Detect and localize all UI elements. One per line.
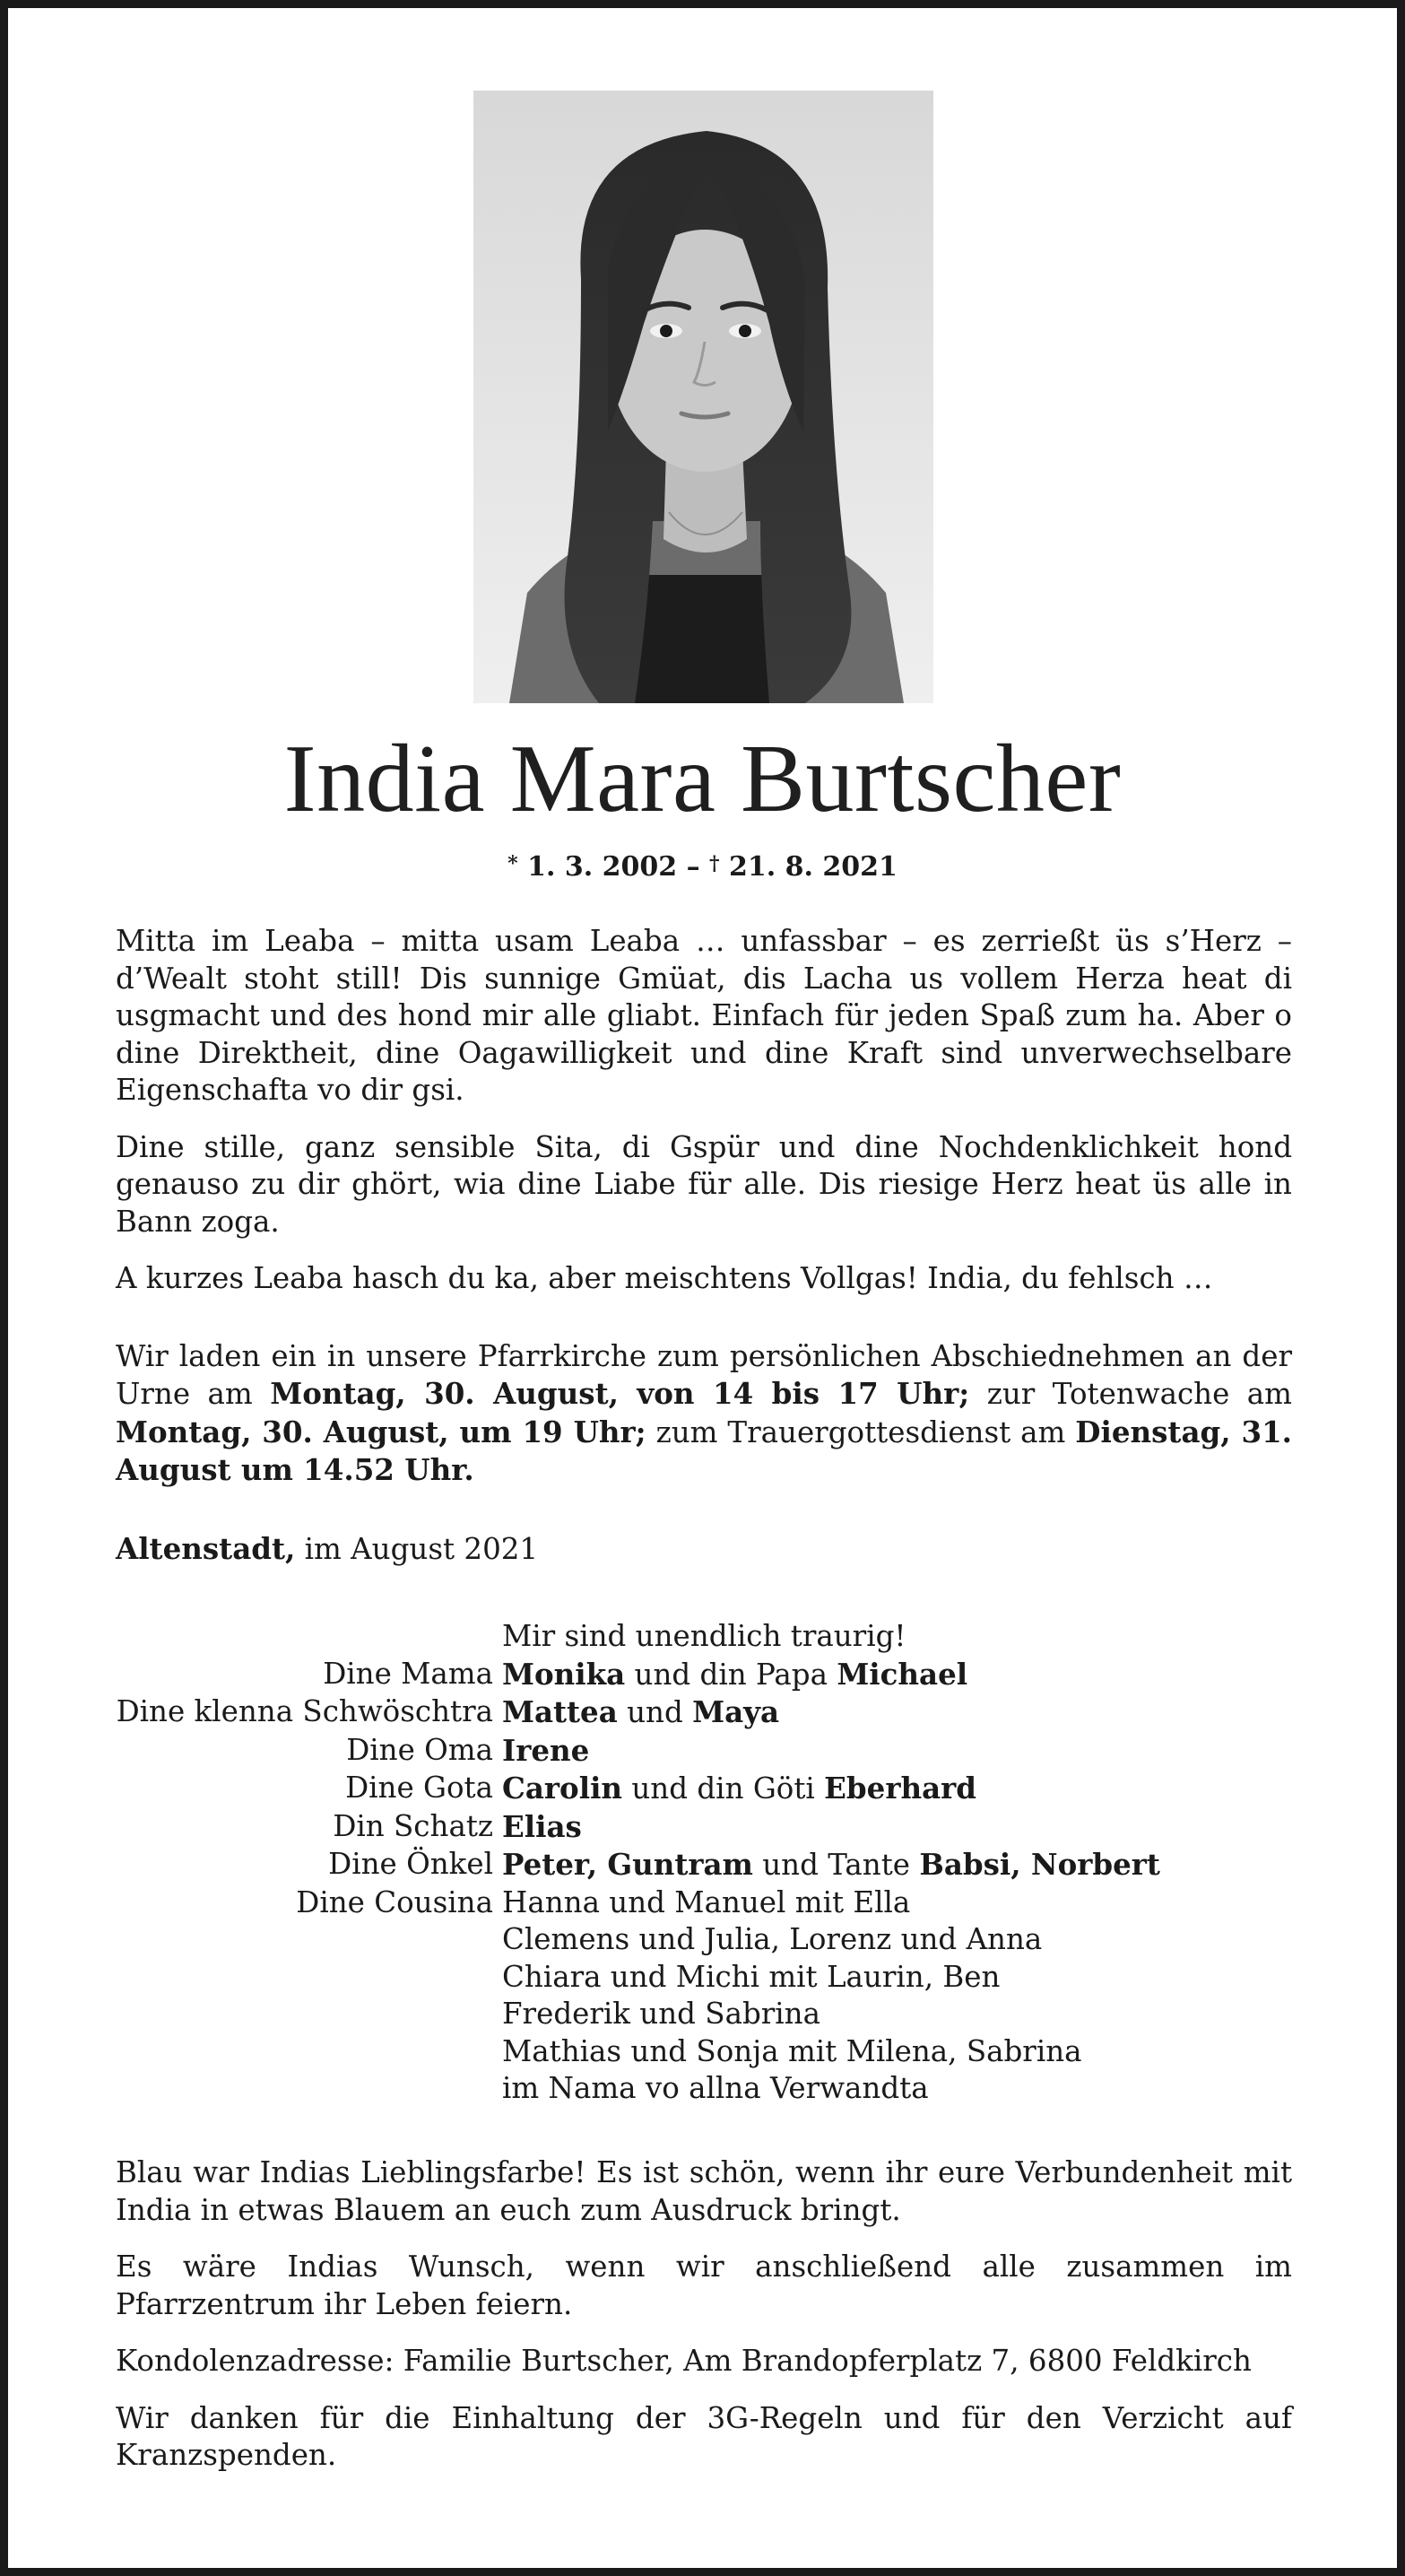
cousin-entry: Chiara und Michi mit Laurin, Ben xyxy=(502,1959,1001,1994)
deceased-name: India Mara Burtscher xyxy=(283,726,1122,832)
obituary-page xyxy=(8,8,1397,2568)
place-town: Altenstadt, xyxy=(116,1530,296,1566)
death-symbol: † xyxy=(709,852,720,875)
family-connector: und din Göti xyxy=(622,1771,825,1806)
intro-paragraph-1: Mitta im Leaba – mitta usam Leaba … unfassbar – es zerrießt üs s’Herz – d’Wealt stoht still! Dis sunnige Gmüat, dis Lacha us vollem Herza heat di usgmacht und des hond mir alle gliabt. Einfach für jeden Spaß zum ha. Aber o dine Direktheit, dine Oagawilligkeit und dine Kraft sind unverwechselbare Eigenschafta vo dir gsi. xyxy=(116,924,1292,1107)
intro-paragraph-3: A kurzes Leaba hasch du ka, aber meischtens Vollgas! India, du fehlsch … xyxy=(116,1261,1213,1295)
cousins-label-spacer xyxy=(116,2033,502,2071)
family-relation: Dine klenna Schwöschtra xyxy=(116,1694,493,1728)
obituary-body xyxy=(116,923,1302,1568)
cousin-row xyxy=(116,1996,1292,2033)
cousins-label: Dine Cousina xyxy=(296,1884,493,1919)
family-member-name: Michael xyxy=(837,1656,968,1692)
family-member-name: Monika xyxy=(502,1656,626,1692)
cousins-label-spacer xyxy=(116,1996,502,2033)
family-member-name: Carolin xyxy=(502,1771,623,1806)
family-relation: Dine Oma xyxy=(346,1732,493,1767)
cousin-row xyxy=(116,2033,1292,2071)
closing-paragraph-2: Es wäre Indias Wunsch, wenn wir anschließend alle zusammen im Pfarrzentrum ihr Leben feiern. xyxy=(116,2250,1292,2321)
cousins-label-spacer xyxy=(116,2070,502,2108)
family-relation: Din Schatz xyxy=(333,1808,493,1843)
family-heading-row xyxy=(116,1618,1292,1656)
family-heading: Mir sind unendlich traurig! xyxy=(502,1619,906,1653)
family-member-name: Peter, Guntram xyxy=(502,1847,753,1882)
invitation-bold-2: Montag, 30. August, um 19 Uhr; xyxy=(116,1414,646,1449)
birth-symbol: * xyxy=(507,852,518,875)
place-date: im August 2021 xyxy=(295,1531,539,1566)
family-relation: Dine Gota xyxy=(345,1771,493,1805)
family-member-name: Mattea xyxy=(502,1694,618,1729)
invitation-bold-3: Dienstag, 31. August um 14.52 Uhr. xyxy=(116,1414,1292,1487)
family-row xyxy=(116,1846,1292,1884)
closing-paragraph-1: Blau war Indias Lieblingsfarbe! Es ist schön, wenn ihr eure Verbundenheit mit India in etwas Blauem an euch zum Ausdruck bringt. xyxy=(116,2155,1292,2227)
portrait-illustration xyxy=(473,91,933,703)
cousin-row xyxy=(116,1959,1292,1997)
invitation-text-3: zum Trauergottesdienst am xyxy=(646,1414,1076,1449)
family-connector: und Tante xyxy=(752,1848,920,1882)
life-dates xyxy=(8,849,1397,885)
condolence-address: Kondolenzadresse: Familie Burtscher, Am Brandopferplatz 7, 6800 Feldkirch xyxy=(116,2344,1252,2378)
cousin-row xyxy=(116,1884,1292,1922)
family-row xyxy=(116,1732,1292,1771)
invitation-text-1: Wir laden ein in unsere Pfarrkirche zum persönlichen Abschiednehmen an der Urne am xyxy=(116,1338,1302,1411)
death-date: 21. 8. 2021 xyxy=(728,851,898,883)
family-members xyxy=(502,1656,1292,1694)
family-relation: Dine Mama xyxy=(323,1656,493,1691)
family-member-name: Babsi, Norbert xyxy=(919,1847,1160,1882)
family-member-name: Elias xyxy=(502,1808,582,1844)
family-member-name: Eberhard xyxy=(824,1771,976,1806)
family-connector: und xyxy=(617,1695,693,1729)
cousin-entry: im Nama vo allna Verwandta xyxy=(502,2071,929,2105)
family-row xyxy=(116,1808,1292,1847)
family-list xyxy=(116,1618,1292,2108)
family-members xyxy=(502,1732,1292,1771)
portrait-photo xyxy=(473,91,933,703)
invitation-paragraph xyxy=(116,1338,1302,1490)
family-members xyxy=(502,1770,1292,1808)
cousin-row xyxy=(116,1921,1292,1959)
family-row xyxy=(116,1770,1292,1808)
family-member-name: Irene xyxy=(502,1732,590,1768)
closing-paragraph-4: Wir danken für die Einhaltung der 3G-Regeln und für den Verzicht auf Kranzspenden. xyxy=(116,2400,1292,2472)
family-members xyxy=(502,1693,1292,1732)
family-member-name: Maya xyxy=(692,1694,780,1729)
cousin-entry: Clemens und Julia, Lorenz und Anna xyxy=(502,1922,1043,1956)
invitation-text-2: zur Totenwache am xyxy=(969,1377,1302,1411)
cousins-label-spacer xyxy=(116,1921,502,1959)
intro-paragraph-2: Dine stille, ganz sensible Sita, di Gspür und dine Nochdenklichkeit hond genauso zu dir ghört, wia dine Liabe für alle. Dis riesige Herz heat üs alle in Bann zoga. xyxy=(116,1129,1292,1239)
place-date-line xyxy=(116,1530,1292,1569)
family-row xyxy=(116,1693,1292,1732)
birth-date: 1. 3. 2002 xyxy=(527,851,678,883)
cousin-entry: Hanna und Manuel mit Ella xyxy=(502,1884,911,1919)
family-relation: Dine Önkel xyxy=(328,1847,493,1881)
family-row xyxy=(116,1656,1292,1694)
cousin-entry: Frederik und Sabrina xyxy=(502,1997,820,2031)
family-connector: und din Papa xyxy=(625,1657,837,1692)
invitation-bold-1: Montag, 30. August, von 14 bis 17 Uhr; xyxy=(270,1376,970,1411)
family-members xyxy=(502,1846,1292,1884)
cousin-row xyxy=(116,2070,1292,2108)
family-members xyxy=(502,1808,1292,1847)
date-dash: – xyxy=(686,851,700,883)
closing-section xyxy=(116,2154,1292,2475)
cousins-label-spacer xyxy=(116,1959,502,1997)
cousin-entry: Mathias und Sonja mit Milena, Sabrina xyxy=(502,2033,1082,2068)
